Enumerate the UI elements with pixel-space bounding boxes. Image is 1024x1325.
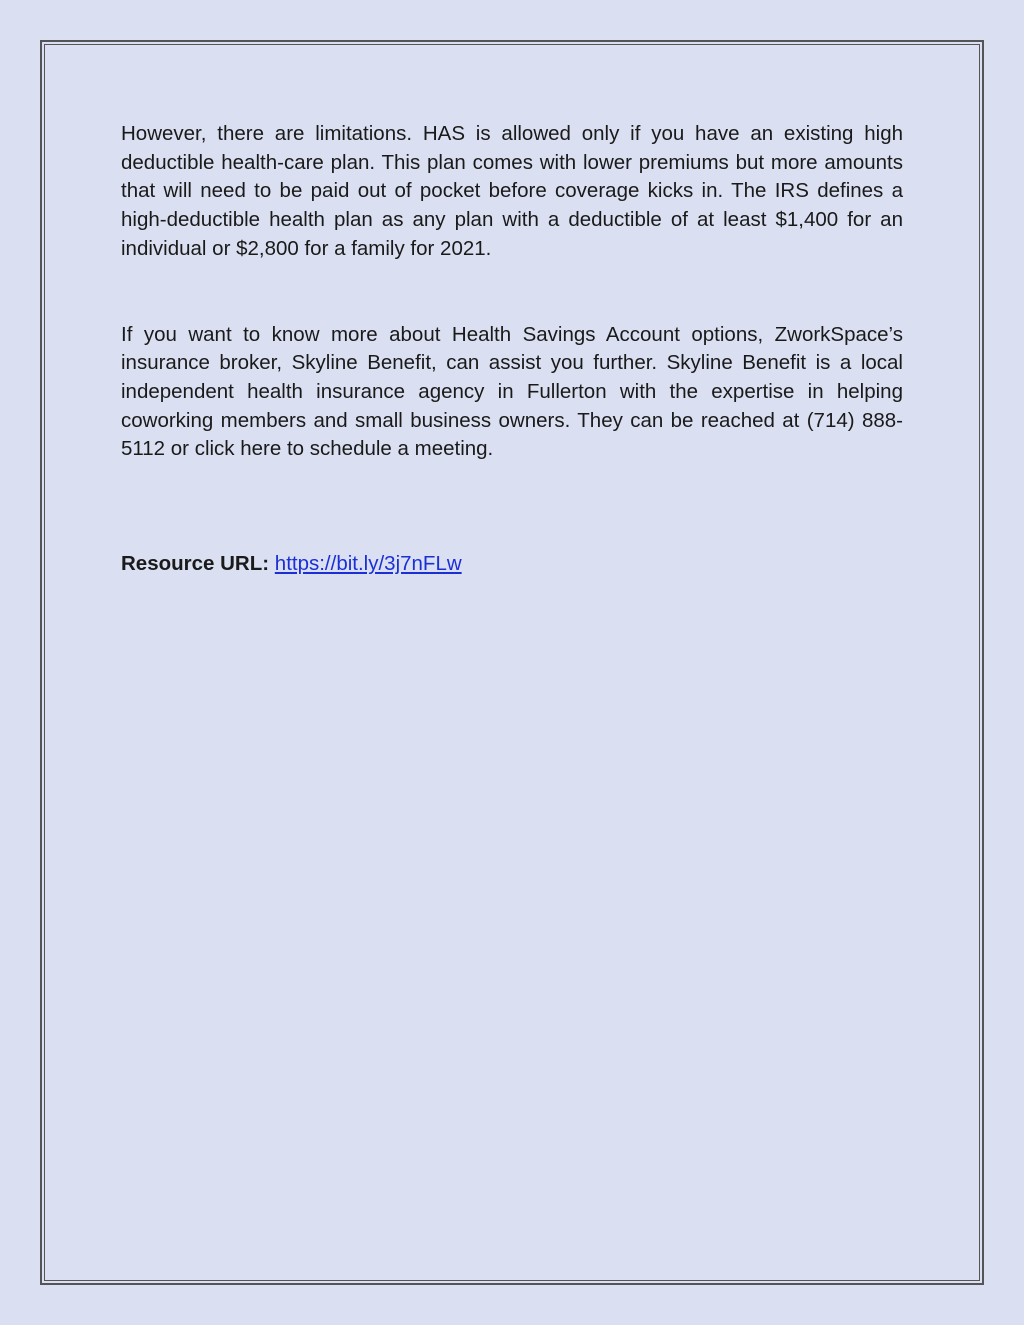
resource-url-line [121, 550, 903, 579]
document-body [121, 120, 903, 579]
resource-url-label: Resource URL: [121, 552, 270, 576]
resource-url-link[interactable]: https://bit.ly/3j7nFLw [274, 552, 462, 576]
paragraph-skyline-benefit: If you want to know more about Health Savings Account options, ZworkSpace’s insurance broker, Skyline Benefit, can assist you further. Skyline Benefit is a local independent health insurance agency in Fullerton with the expertise in helping coworking members and small business owners. They can be reached at (714) 888-5112 or click here to schedule a meeting. [121, 322, 903, 461]
paragraph-hsa-limitations: However, there are limitations. HAS is allowed only if you have an existing high deductible health-care plan. This plan comes with lower premiums but more amounts that will need to be paid out of pocket before coverage kicks in. The IRS defines a high-deductible health plan as any plan with a deductible of at least $1,400 for an individual or $2,800 for a family for 2021. [121, 122, 903, 260]
